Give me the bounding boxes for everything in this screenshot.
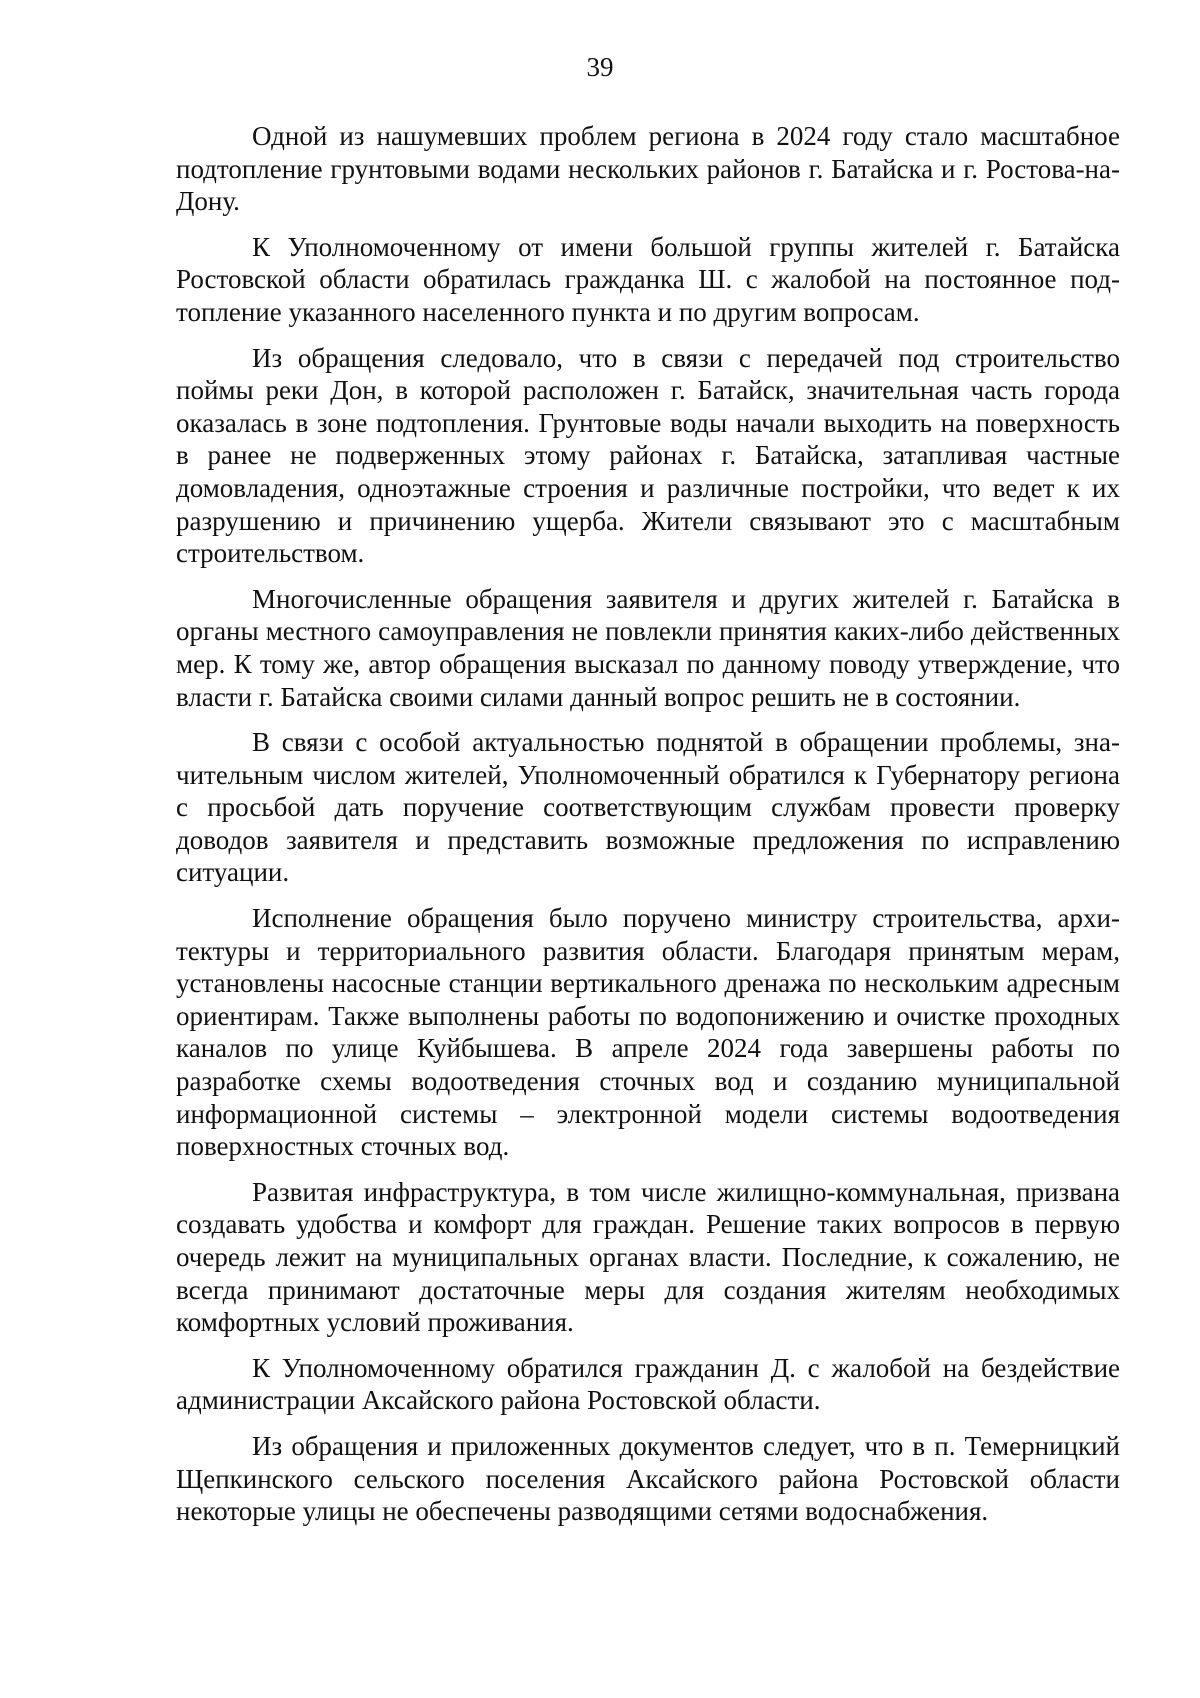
paragraph-flooding-intro: Одной из нашумевших проблем региона в 2024 году стало масштабное подтопление грунтовыми водами нескольких районов г. Батайска и г. Ростова-на-Дону.: [176, 121, 1120, 217]
paragraph-water-supply: Из обращения и приложенных документов следует, что в п. Темерницкий Щепкинского сельского поселения Аксайского района Ростовской области некоторые улицы не обеспечены разводящими сетями водоснабжения.: [176, 1430, 1120, 1527]
paragraph-measures-taken: Исполнение обращения было поручено министру строительства, архитектуры и территориального развития области. Благодаря принятым мерам, установлены насосные станции вертикального дренажа по нескольким адресным ориентирам. Также выполнены работы по водопонижению и очистке проходных каналов по улице Куйбышева. В апреле 2024 года завершены работы по разработке схемы водоотведения сточных вод и созданию муниципальной информационной системы – электронной модели системы водоотведения поверхностных сточных вод.: [176, 903, 1120, 1162]
paragraph-complaint-details: Из обращения следовало, что в связи с передачей под строительство поймы реки Дон, в которой расположен г. Батайск, значительная часть города оказалась в зоне подтопления. Грунтовые воды начали выходить на поверхность в ранее не подверженных этому районах г. Батайска, затапливая частные домовладения, одноэтажные строения и различные постройки, что ведет к их разрушению и причинению ущерба. Жители связывают это с масштабным строительством.: [176, 342, 1120, 569]
paragraph-infrastructure: Развитая инфраструктура, в том числе жилищно-коммунальная, призвана создавать удобства и комфорт для граждан. Решение таких вопросов в первую очередь лежит на муниципальных органах власти. Последние, к сожалению, не всегда принимают достаточные меры для создания жителям необходимых комфортных условий проживания.: [176, 1176, 1120, 1338]
paragraph-complaint-bataysk: К Уполномоченному от имени большой группы жителей г. Батайска Ростовской области обратилась гражданка Ш. с жалобой на постоянное подтопление указанного населенного пункта и по другим вопросам.: [176, 231, 1120, 327]
paragraph-local-authorities: Многочисленные обращения заявителя и других жителей г. Батайска в органы местного самоуправления не повлекли принятия каких-либо действенных мер. К тому же, автор обращения высказал по данному поводу утверждение, что власти г. Батайска своими силами данный вопрос решить не в состоянии.: [176, 583, 1120, 712]
page-number: 39: [586, 52, 614, 82]
paragraph-complaint-aksay: К Уполномоченному обратился гражданин Д. с жалобой на бездействие администрации Аксайского района Ростовской области.: [176, 1352, 1120, 1416]
paragraph-governor-appeal: В связи с особой актуальностью поднятой в обращении проблемы, значительным числом жителей, Уполномоченный обратился к Губернатору региона с просьбой дать поручение соответствующим службам провести проверку доводов заявителя и представить возможные предложения по исправлению ситуации.: [176, 727, 1120, 888]
document-body: [176, 120, 1120, 1541]
